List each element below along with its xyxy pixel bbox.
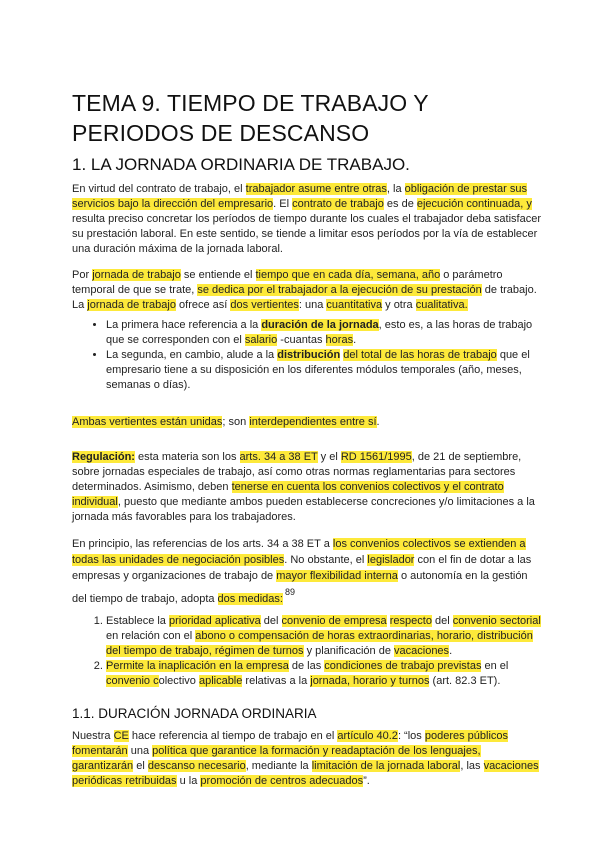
section-heading-1: 1. LA JORNADA ORDINARIA DE TRABAJO. <box>72 155 410 174</box>
highlighted-text: artículo 40.2 <box>337 730 398 742</box>
text-segment: u la <box>176 775 201 787</box>
highlighted-text: tenerse en cuenta los convenios colectivos y el contrato individual <box>72 481 504 508</box>
text-segment: , de 21 de septiembre, sobre jornadas especiales de trabajo, así como otras normas reglamentarias para sectores determinados. Asimismo, deben <box>72 451 522 493</box>
text-segment: una <box>127 745 153 757</box>
paragraph-regulacion <box>72 450 542 525</box>
highlighted-text: convenio sectorial <box>452 615 541 627</box>
highlighted-text: cuantitativa <box>326 299 383 311</box>
highlighted-text: aplicable <box>198 675 243 687</box>
highlighted-text: descanso necesario <box>147 760 246 772</box>
highlighted-text: legislador <box>367 554 415 566</box>
highlighted-text: se dedica por el trabajador a la ejecución de su prestación <box>197 284 482 296</box>
page-title: TEMA 9. TIEMPO DE TRABAJO Y PERIODOS DE DESCANSO <box>72 90 429 146</box>
highlighted-text: ejecución continuada, y <box>416 198 532 210</box>
text-segment: . El <box>273 198 293 210</box>
highlighted-text: tiempo que en cada día, semana, año <box>255 269 441 281</box>
text-segment: y el <box>317 451 341 463</box>
text-segment: con el fin de dotar a las empresas y organizaciones de trabajo de <box>72 554 532 582</box>
text-segment: o autonomía en la gestión del tiempo de trabajo, adopta <box>72 570 528 605</box>
text-segment: , puesto que mediante ambos pueden establecerse concreciones y/o limitaciones a la jornada más favorables para los trabajadores. <box>72 496 535 523</box>
highlighted-text: jornada de trabajo <box>92 269 181 281</box>
highlighted-text: del total de las horas de trabajo <box>343 349 497 361</box>
paragraph-constitucion <box>72 729 542 789</box>
paragraph-definition <box>72 268 542 313</box>
list-item <box>106 348 542 393</box>
text-segment: , las <box>460 760 484 772</box>
highlighted-text: contrato de trabajo <box>292 198 384 210</box>
text-segment: (art. 82.3 ET). <box>429 675 501 687</box>
highlighted-text: Ambas vertientes están unidas <box>72 416 223 428</box>
highlighted-text: vacaciones periódicas retribuidas <box>72 760 539 787</box>
highlighted-text: convenio de empresa <box>281 615 387 627</box>
highlighted-text: distribución <box>277 349 341 361</box>
bullet-list <box>72 318 542 393</box>
text-segment: y otra <box>382 299 416 311</box>
text-segment: el <box>133 760 148 772</box>
numbered-list <box>72 614 542 689</box>
highlighted-text: los convenios colectivos se extienden a todas las unidades de negociación posibles <box>72 538 526 566</box>
text-segment: : “los <box>397 730 425 742</box>
text-segment: ofrece así <box>175 299 231 311</box>
highlighted-text: trabajador asume entre otras <box>245 183 387 195</box>
highlighted-text: jornada de trabajo <box>87 299 176 311</box>
text-segment: que el empresario tiene a su disposición en los diferentes módulos temporales (año, meses, semanas o días). <box>106 349 530 391</box>
footnote-ref: 89 <box>284 587 295 597</box>
highlighted-text: CE <box>113 730 129 742</box>
highlighted-text: limitación de la jornada laboral <box>311 760 461 772</box>
text-segment: ”. <box>363 775 370 787</box>
text-segment: esta materia son los <box>134 451 240 463</box>
highlighted-text: mayor flexibilidad interna <box>276 570 398 582</box>
text-segment: y planificación de <box>303 645 395 657</box>
highlighted-text: Regulación: <box>72 451 135 463</box>
section-heading-1-1: 1.1. DURACIÓN JORNADA ORDINARIA <box>72 706 317 721</box>
text-segment: Establece la <box>106 615 169 627</box>
highlighted-text: convenio c <box>106 675 159 687</box>
text-segment: , la <box>386 183 405 195</box>
highlighted-text: jornada, horario y turnos <box>310 675 430 687</box>
highlighted-text: Permite la inaplicación en la empresa <box>106 660 289 672</box>
text-segment: o parámetro temporal de que se trate, <box>72 269 503 296</box>
paragraph-principio <box>72 536 542 607</box>
text-segment: de trabajo. La <box>72 284 537 311</box>
highlighted-text: arts. 34 a 38 ET <box>239 451 318 463</box>
text-segment: . <box>449 645 453 657</box>
text-segment: La segunda, en cambio, alude a la <box>106 349 278 361</box>
text-segment: resulta preciso concretar los períodos de tiempo durante los cuales el trabajador deba satisfacer su prestación laboral. En este sentido, se tiende a limitar esos períodos por la vía de establecer una duración máxima de la jornada laboral. <box>72 213 541 255</box>
highlighted-text: respecto <box>389 615 432 627</box>
text-segment: del <box>260 615 282 627</box>
highlighted-text: dos medidas: <box>217 593 283 605</box>
highlighted-text: duración de la jornada <box>261 319 379 331</box>
highlighted-text: interdependientes entre sí <box>249 416 377 428</box>
text-segment: , esto es, a las horas de trabajo que se corresponden con el <box>106 319 533 346</box>
text-segment: -cuantas <box>277 334 326 346</box>
text-segment: En virtud del contrato de trabajo, el <box>72 183 246 195</box>
text-segment: : una <box>298 299 327 311</box>
list-item <box>106 318 542 348</box>
text-segment: . No obstante, el <box>284 554 368 566</box>
paragraph-vertientes <box>72 415 542 430</box>
text-segment: de las <box>288 660 325 672</box>
highlighted-text: obligación de prestar sus servicios bajo la dirección del empresario <box>72 183 527 210</box>
text-segment: hace referencia al tiempo de trabajo en el <box>128 730 338 742</box>
text-segment: relativas a la <box>242 675 311 687</box>
text-segment: es de <box>383 198 417 210</box>
text-segment: se entiende el <box>180 269 256 281</box>
text-segment: , mediante la <box>245 760 312 772</box>
text-segment: en el <box>481 660 509 672</box>
paragraph-principio-text <box>72 538 531 605</box>
text-segment: ; son <box>222 416 250 428</box>
highlighted-text: horas <box>325 334 354 346</box>
highlighted-text: promoción de centros adecuados <box>200 775 364 787</box>
text-segment: Nuestra <box>72 730 114 742</box>
highlighted-text: poderes públicos fomentarán <box>72 730 509 757</box>
highlighted-text: RD 1561/1995 <box>340 451 412 463</box>
highlighted-text: dos vertientes <box>230 299 299 311</box>
highlighted-text: condiciones de trabajo previstas <box>324 660 482 672</box>
highlighted-text: cualitativa. <box>415 299 468 311</box>
text-segment: en relación con el <box>106 630 196 642</box>
list-item <box>106 659 542 689</box>
highlighted-text: abono o compensación de horas extraordinarias, horario, distribución del tiempo de trabajo, régimen de turnos <box>106 630 533 657</box>
text-segment: Por <box>72 269 93 281</box>
text-segment: . <box>376 416 380 428</box>
text-segment: En principio, las referencias de los arts. 34 a 38 ET a <box>72 538 333 550</box>
text-segment: La primera hace referencia a la <box>106 319 262 331</box>
text-segment: olectivo <box>158 675 199 687</box>
list-item <box>106 614 542 659</box>
highlighted-text: prioridad aplicativa <box>168 615 261 627</box>
paragraph-contract <box>72 182 542 257</box>
text-segment: del <box>431 615 453 627</box>
highlighted-text: vacaciones <box>394 645 450 657</box>
text-segment: . <box>353 334 357 346</box>
highlighted-text: salario <box>244 334 278 346</box>
highlighted-text: política que garantice la formación y readaptación de los lenguajes, garantizarán <box>72 745 481 772</box>
